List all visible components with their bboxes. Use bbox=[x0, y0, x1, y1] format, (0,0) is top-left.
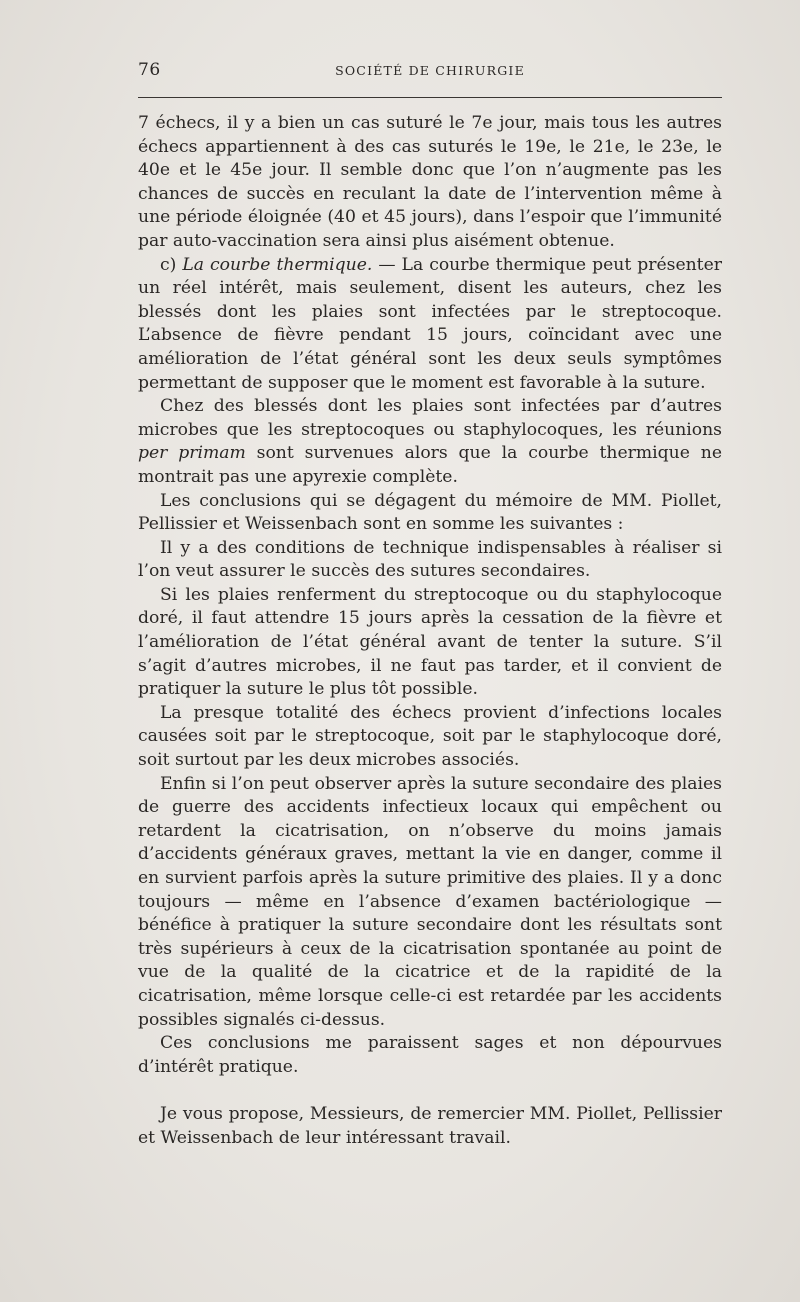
paragraph-text: — La courbe thermique peut présenter un réel intérêt, mais seulement, disent les auteurs, chez les blessés dont les plaies sont infectées par le streptocoque. L’absence de fièvre pendant 15 jours, coïncidant avec une amélioration de l’état général sont les deux seuls symptômes permettant de supposer que le moment est favorable à la suture. bbox=[138, 254, 722, 393]
paragraph: 7 échecs, il y a bien un cas suturé le 7e jour, mais tous les autres échecs appartiennent à des cas suturés le 19e, le 21e, le 23e, le 40e et le 45e jour. Il semble donc que l’on n’augmente pas les chances de succès en reculant la date de l’intervention même à une période éloignée (40 et 45 jours), dans l’espoir que l’immunité par auto-vaccination sera ainsi plus aisément obtenue. bbox=[138, 113, 722, 251]
paragraph: Il y a des conditions de technique indispensables à réaliser si l’on veut assurer le succès des sutures secondaires. bbox=[138, 537, 722, 582]
paragraph-lead: c) bbox=[160, 254, 183, 275]
page-number: 76 bbox=[138, 60, 161, 80]
paragraph-italic-heading: La courbe thermique. bbox=[182, 254, 373, 275]
paragraph-italic-phrase: per primam bbox=[138, 443, 246, 464]
paragraph: Ces conclusions me paraissent sages et non dépourvues d’intérêt pratique. bbox=[138, 1033, 722, 1077]
body-text bbox=[138, 112, 722, 1151]
section-gap bbox=[138, 1079, 722, 1103]
paragraph: Les conclusions qui se dégagent du mémoire de MM. Piollet, Pellissier et Weissenbach sont en somme les suivantes : bbox=[138, 490, 722, 535]
paragraph-text: sont survenues alors que la courbe thermique ne montrait pas une apyrexie complète. bbox=[138, 443, 722, 487]
running-title: SOCIÉTÉ DE CHIRURGIE bbox=[335, 63, 525, 78]
paragraph: Si les plaies renferment du streptocoque ou du staphylocoque doré, il faut attendre 15 jours après la cessation de la fièvre et l’amélioration de l’état général avant de tenter la suture. S’il s’agit d’autres microbes, il ne faut pas tarder, et il convient de pratiquer la suture le plus tôt possible. bbox=[138, 584, 722, 700]
paragraph: La presque totalité des échecs provient d’infections locales causées soit par le streptocoque, soit par le staphylocoque doré, soit surtout par les deux microbes associés. bbox=[138, 702, 722, 771]
closing-paragraph: Je vous propose, Messieurs, de remercier MM. Piollet, Pellissier et Weissenbach de leur intéressant travail. bbox=[138, 1104, 722, 1148]
page-header bbox=[138, 60, 722, 88]
paragraph: Enfin si l’on peut observer après la suture secondaire des plaies de guerre des accidents infectieux locaux qui empêchent ou retardent la cicatrisation, on n’observe du moins jamais d’accidents généraux graves, mettant la vie en danger, comme il en survient parfois après la suture primitive des plaies. Il y a donc toujours — même en l’absence d’examen bactériologique — bénéfice à pratiquer la suture secondaire dont les résultats sont très supérieurs à ceux de la cicatrisation spontanée au point de vue de la qualité de la cicatrice et de la rapidité de la cicatrisation, même lorsque celle-ci est retardée par les accidents possibles signalés ci-dessus. bbox=[138, 773, 722, 1030]
paragraph-text: Chez des blessés dont les plaies sont infectées par d’autres microbes que les streptocoques ou staphylocoques, les réunions bbox=[138, 396, 722, 440]
paragraph bbox=[138, 395, 722, 489]
header-rule bbox=[138, 97, 722, 98]
paragraph bbox=[138, 254, 722, 396]
